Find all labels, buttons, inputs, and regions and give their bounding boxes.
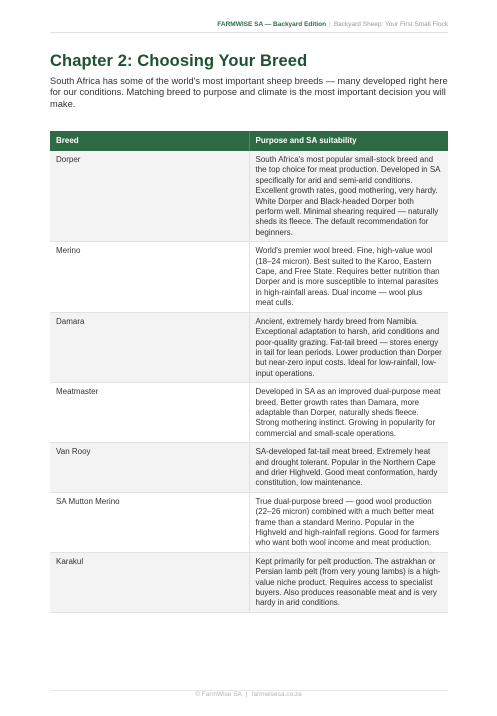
breed-name: Karakul <box>50 552 249 612</box>
table-row <box>50 443 448 493</box>
header-separator: | <box>329 21 331 28</box>
header-divider <box>50 32 448 33</box>
breed-description: South Africa's most popular small-stock breed and the top choice for meat production. Developed in SA specifically for arid and semi-arid conditions. Excellent growth rates, good mothering, very hardy. White Dorper and Black-headed Dorper both perform well. Minimal shearing required — naturally sheds its fleece. The default recommendation for beginners. <box>249 151 448 242</box>
breed-name: Meatmaster <box>50 383 249 443</box>
table-row <box>50 492 448 552</box>
breed-name: Damara <box>50 312 249 382</box>
header-guide-title: Backyard Sheep: Your First Small Flock <box>333 21 448 28</box>
breed-description: World's premier wool breed. Fine, high-value wool (18–24 micron). Best suited to the Karoo, Eastern Cape, and Free State. Requires better nutrition than Dorper and is more susceptible to internal parasites in high-rainfall areas. Dual income — wool plus meat culls. <box>249 242 448 312</box>
chapter-title: Chapter 2: Choosing Your Breed <box>50 52 308 70</box>
breed-description: Developed in SA as an improved dual-purpose meat breed. Better growth rates than Damara, more adaptable than Dorper, naturally sheds fleece. Strong mothering instinct. Growing in popularity for commercial and small-scale operations. <box>249 383 448 443</box>
breed-name: Dorper <box>50 151 249 242</box>
header-brand: FARMWISE SA — Backyard Edition <box>217 21 327 28</box>
breed-description: SA-developed fat-tail meat breed. Extremely heat and drought tolerant. Popular in the Northern Cape and drier Highveld. Good meat conformation, hardy constitution, low maintenance. <box>249 443 448 493</box>
breed-name: Merino <box>50 242 249 312</box>
table-row <box>50 151 448 242</box>
table-row <box>50 242 448 312</box>
breed-table <box>50 131 448 613</box>
breed-name: SA Mutton Merino <box>50 492 249 552</box>
footer-separator: | <box>245 691 248 698</box>
table-row <box>50 312 448 382</box>
table-row <box>50 552 448 612</box>
column-header-purpose: Purpose and SA suitability <box>249 131 448 151</box>
breed-name: Van Rooy <box>50 443 249 493</box>
intro-paragraph: South Africa has some of the world's most important sheep breeds — many developed right here for our conditions. Matching breed to purpose and climate is the most important decision you will make. <box>50 76 448 109</box>
table-row <box>50 383 448 443</box>
page-footer <box>0 691 497 698</box>
breed-description: Kept primarily for pelt production. The astrakhan or Persian lamb pelt (from very young lambs) is a high-value niche product. Requires access to specialist buyers. Also produces reasonable meat and is very hardy in arid conditions. <box>249 552 448 612</box>
breed-description: True dual-purpose breed — good wool production (22–26 micron) combined with a much better meat frame than a standard Merino. Popular in the Highveld and high-rainfall regions. Good for farmers who want both wool income and meat production. <box>249 492 448 552</box>
column-header-breed: Breed <box>50 131 249 151</box>
table-header-row <box>50 131 448 151</box>
footer-website: farmwisesa.co.za <box>251 691 302 698</box>
footer-copyright: © FarmWise SA <box>195 691 242 698</box>
running-header <box>217 21 448 28</box>
breed-description: Ancient, extremely hardy breed from Namibia. Exceptional adaptation to harsh, arid conditions and poor-quality grazing. Fat-tail breed — stores energy in tail for lean periods. Lower production than Dorper but near-zero input costs. Ideal for low-rainfall, low-input operations. <box>249 312 448 382</box>
